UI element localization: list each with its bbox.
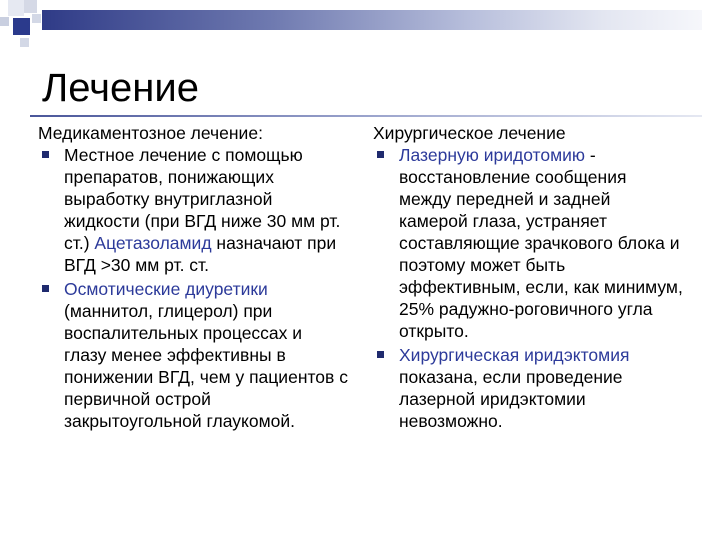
slide-title: Лечение [42,66,199,110]
item-text: - восстановление сообщения между передней и задней камерой глаза, устраняет составляющие зрачкового блока и поэтому может быть эффективным, если, как минимум, 25% радужно-роговичного угла открыто. [399,145,683,341]
item-link[interactable]: Хирургическая иридэктомия [399,345,630,365]
item-text: назначают при ВГД >30 мм рт. ст. [64,233,337,275]
item-link[interactable]: Ацетазоламид [94,233,212,253]
decor-square [8,0,24,16]
item-text: показана, если проведение лазерной иридэктомии невозможно. [399,367,623,431]
square-bullet-icon [42,285,49,292]
item-text: (маннитол, глицерол) при воспалительных процессах и глазу менее эффективны в понижении ВГД, чем у пациентов с первичной острой закрытоугольной глаукомой. [64,301,348,431]
square-bullet-icon [377,151,384,158]
column-heading [38,122,348,144]
list-item [373,344,683,432]
heading-text: Медикаментозное лечение [38,123,259,143]
list-item [38,278,348,432]
decor-square [20,38,29,47]
bullet-list [38,144,348,432]
decor-square [13,18,30,35]
title-divider [30,115,702,117]
bullet-list [373,144,683,432]
list-item [373,144,683,342]
square-bullet-icon [377,351,384,358]
decor-square [24,0,37,13]
heading-text: Хирургическое лечение [373,123,566,143]
column-heading [373,122,683,144]
item-text: Местное лечение с помощью препаратов, понижающих выработку внутриглазной жидкости (при ВГД ниже 30 мм рт. ст.) [64,145,341,253]
item-link[interactable]: Осмотические диуретики [64,279,268,299]
heading-colon: : [258,123,263,143]
drug-treatment-column [38,122,348,432]
header-gradient-bar [42,10,702,30]
list-item [38,144,348,276]
surgical-treatment-column [373,122,683,432]
decor-square [32,14,41,23]
square-bullet-icon [42,151,49,158]
item-link[interactable]: Лазерную иридотомию [399,145,586,165]
decor-square [0,17,9,26]
